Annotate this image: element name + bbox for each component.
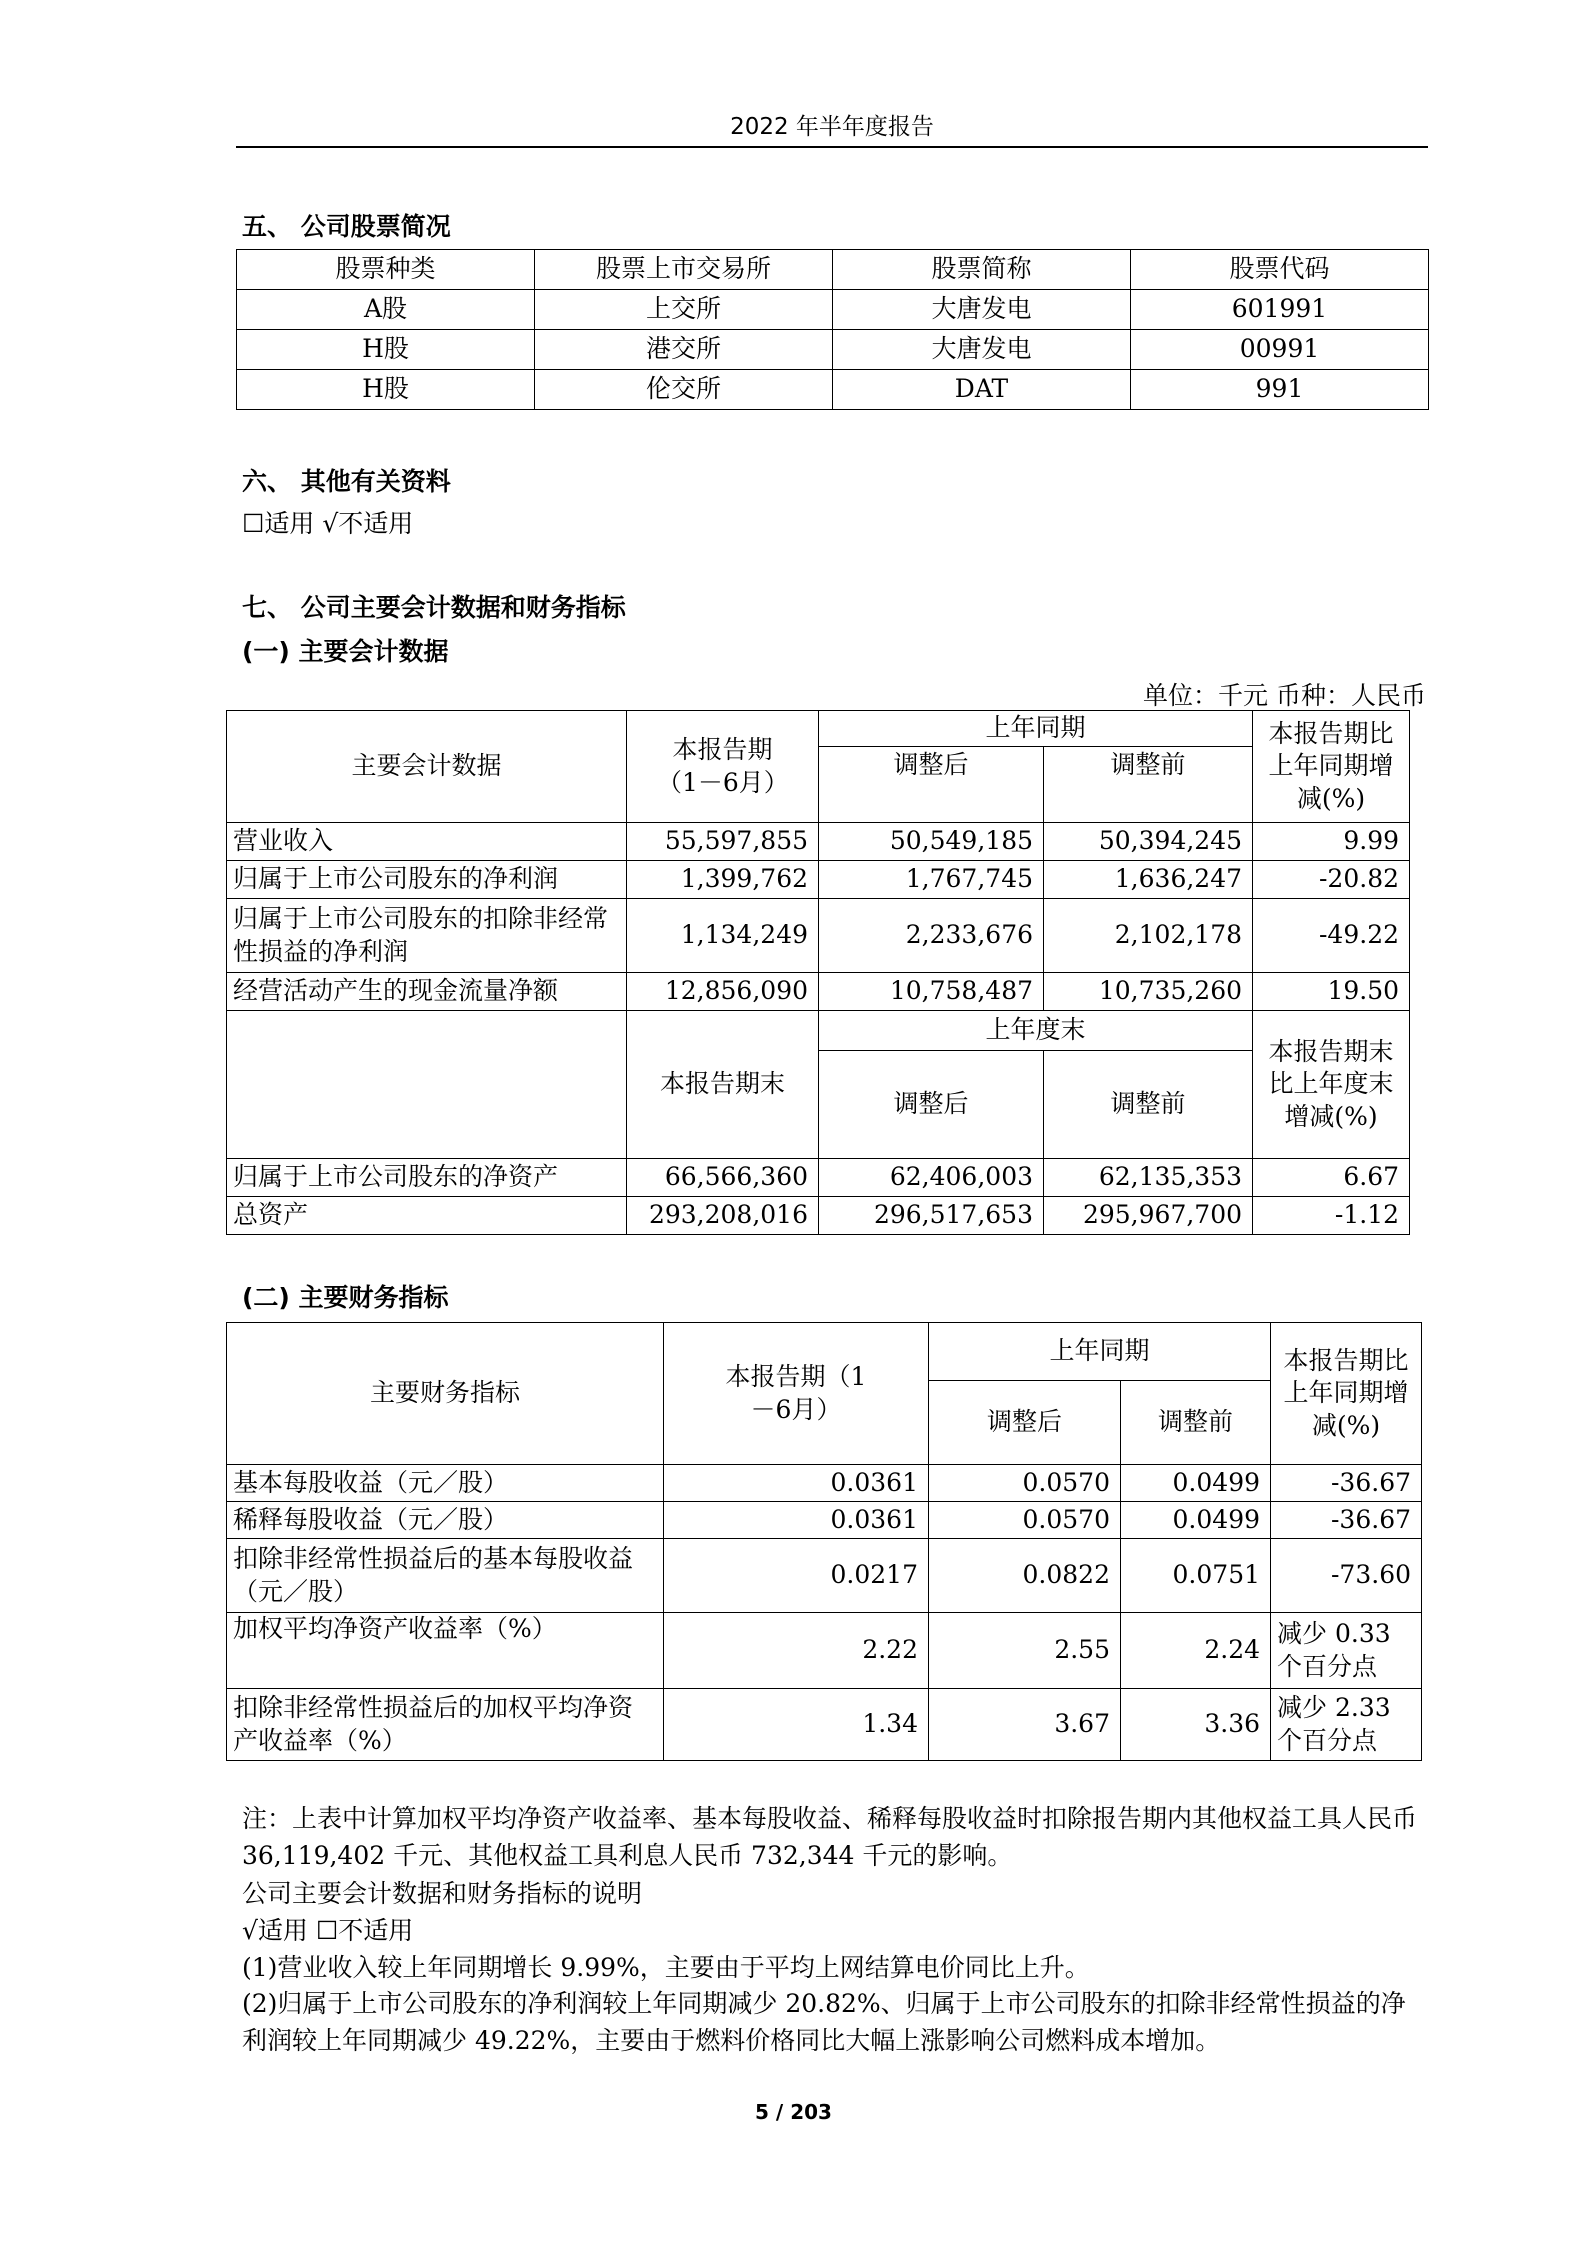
table-cell: 0.0822 [929,1539,1121,1613]
row-label: 加权平均净资产收益率（%） [227,1613,664,1689]
table-cell: 10,758,487 [819,973,1044,1011]
col-header: 股票种类 [237,250,535,290]
explanation-1: (1)营业收入较上年同期增长 9.99%，主要由于平均上网结算电价同比上升。 [242,1953,1090,1982]
section-7-title: 七、 公司主要会计数据和财务指标 [242,593,626,622]
table-cell: 0.0217 [664,1539,929,1613]
table-cell: 1,134,249 [627,899,819,973]
table-cell: 6.67 [1253,1159,1410,1197]
header-rule [236,146,1428,148]
col-header-before-adjust: 调整前 [1121,1381,1271,1465]
table-cell: 991 [1131,370,1429,410]
table-row [227,861,1410,899]
table-cell: 2.24 [1121,1613,1271,1689]
table-cell: 2,233,676 [819,899,1044,973]
explanation-2: (2)归属于上市公司股东的净利润较上年同期减少 20.82%、归属于上市公司股东的扣除非经常性损益的净利润较上年同期减少 49.22%，主要由于燃料价格同比大幅上涨影响公司燃料成本增加。 [242,1989,1406,2055]
table-header-row [227,1323,1422,1381]
table-row [227,1502,1422,1539]
section-6-title: 六、 其他有关资料 [242,467,451,496]
table-cell: 12,856,090 [627,973,819,1011]
col-header-change: 本报告期比上年同期增减(%) [1253,711,1410,823]
table-row [227,1613,1422,1689]
table-cell: 55,597,855 [627,823,819,861]
explanation-applicability: √适用 ☐不适用 [242,1916,414,1945]
table-cell: 0.0570 [929,1465,1121,1502]
table-cell: 上交所 [535,290,833,330]
table-cell: 0.0361 [664,1502,929,1539]
table-cell: 601991 [1131,290,1429,330]
col-header-adjusted: 调整后 [929,1381,1121,1465]
table-cell: 296,517,653 [819,1197,1044,1235]
table-cell: 3.67 [929,1689,1121,1761]
table-cell: 0.0751 [1121,1539,1271,1613]
table-cell: 3.36 [1121,1689,1271,1761]
table-cell: 1,636,247 [1044,861,1253,899]
row-label: 归属于上市公司股东的净资产 [227,1159,627,1197]
table-cell: 减少 0.33 个百分点 [1271,1613,1422,1689]
table-cell: 62,406,003 [819,1159,1044,1197]
row-label: 归属于上市公司股东的扣除非经常性损益的净利润 [227,899,627,973]
col-header-change: 本报告期比上年同期增减(%) [1271,1323,1422,1465]
table-cell: 减少 2.33 个百分点 [1271,1689,1422,1761]
col-header-item: 主要财务指标 [227,1323,664,1465]
table-row [237,330,1429,370]
table-cell: 50,394,245 [1044,823,1253,861]
table-row [227,973,1410,1011]
col-header-prev-year-end: 上年度末 [819,1011,1253,1051]
col-header-change-end: 本报告期末比上年度末增减(%) [1253,1011,1410,1159]
table-cell: 1,399,762 [627,861,819,899]
table-cell: -20.82 [1253,861,1410,899]
table-cell: 50,549,185 [819,823,1044,861]
table-header-row [227,711,1410,747]
col-header-current: 本报告期（1－6月） [664,1323,929,1465]
financial-indicators-table [226,1322,1422,1761]
subsection-1-title: (一) 主要会计数据 [242,637,449,666]
table-cell: 2,102,178 [1044,899,1253,973]
table-cell: 19.50 [1253,973,1410,1011]
explanation-title: 公司主要会计数据和财务指标的说明 [242,1879,643,1908]
table-note: 注：上表中计算加权平均净资产收益率、基本每股收益、稀释每股收益时扣除报告期内其他权益工具人民币 36,119,402 千元、其他权益工具利息人民币 732,344 千元的影响。 [242,1804,1418,1870]
table-row [227,1539,1422,1613]
table-cell: -73.60 [1271,1539,1422,1613]
row-label: 扣除非经常性损益后的基本每股收益（元／股） [227,1539,664,1613]
table-row [227,1689,1422,1761]
empty-header-cell [227,1011,627,1159]
col-header-item: 主要会计数据 [227,711,627,823]
table-row [227,1159,1410,1197]
accounting-data-table [226,710,1410,1235]
section-5-title: 五、 公司股票简况 [242,212,451,241]
table-cell: -36.67 [1271,1502,1422,1539]
table-row [237,290,1429,330]
unit-label: 单位：千元 币种：人民币 [1143,681,1426,710]
col-header-prev-period: 上年同期 [819,711,1253,747]
col-header-adjusted: 调整后 [819,747,1044,823]
table-cell: 62,135,353 [1044,1159,1253,1197]
applicability-options: ☐适用 √不适用 [242,509,414,538]
table-cell: -1.12 [1253,1197,1410,1235]
col-header: 股票代码 [1131,250,1429,290]
table-cell: A股 [237,290,535,330]
col-header-adjusted: 调整后 [819,1051,1044,1159]
table-cell: 0.0499 [1121,1502,1271,1539]
table-row [237,370,1429,410]
table-cell: 2.22 [664,1613,929,1689]
table-row [227,899,1410,973]
table-header-row [237,250,1429,290]
row-label: 稀释每股收益（元／股） [227,1502,664,1539]
stock-table [236,249,1429,410]
table-row [227,1197,1410,1235]
table-cell: 10,735,260 [1044,973,1253,1011]
row-label: 归属于上市公司股东的净利润 [227,861,627,899]
table-cell: H股 [237,330,535,370]
table-cell: H股 [237,370,535,410]
row-label: 基本每股收益（元／股） [227,1465,664,1502]
table-cell: -49.22 [1253,899,1410,973]
table-cell: 293,208,016 [627,1197,819,1235]
row-label: 经营活动产生的现金流量净额 [227,973,627,1011]
col-header-prev-period: 上年同期 [929,1323,1271,1381]
page-header: 2022 年半年度报告 [730,114,934,140]
table-header-row [227,1011,1410,1051]
row-label: 扣除非经常性损益后的加权平均净资产收益率（%） [227,1689,664,1761]
table-cell: 0.0499 [1121,1465,1271,1502]
table-cell: 港交所 [535,330,833,370]
table-cell: 1.34 [664,1689,929,1761]
table-cell: DAT [833,370,1131,410]
subsection-2-title: (二) 主要财务指标 [242,1283,449,1312]
table-cell: 大唐发电 [833,330,1131,370]
table-row [227,823,1410,861]
col-header: 股票上市交易所 [535,250,833,290]
col-header-before-adjust: 调整前 [1044,747,1253,823]
col-header-current: 本报告期（1－6月） [627,711,819,823]
table-cell: 295,967,700 [1044,1197,1253,1235]
table-cell: 1,767,745 [819,861,1044,899]
col-header: 股票简称 [833,250,1131,290]
row-label: 总资产 [227,1197,627,1235]
table-cell: 0.0361 [664,1465,929,1502]
table-row [227,1465,1422,1502]
table-cell: 66,566,360 [627,1159,819,1197]
col-header-before-adjust: 调整前 [1044,1051,1253,1159]
table-cell: 2.55 [929,1613,1121,1689]
table-cell: -36.67 [1271,1465,1422,1502]
col-header-period-end: 本报告期末 [627,1011,819,1159]
table-cell: 00991 [1131,330,1429,370]
table-cell: 伦交所 [535,370,833,410]
table-cell: 9.99 [1253,823,1410,861]
table-cell: 0.0570 [929,1502,1121,1539]
table-cell: 大唐发电 [833,290,1131,330]
page-number: 5 / 203 [755,2100,832,2124]
row-label: 营业收入 [227,823,627,861]
